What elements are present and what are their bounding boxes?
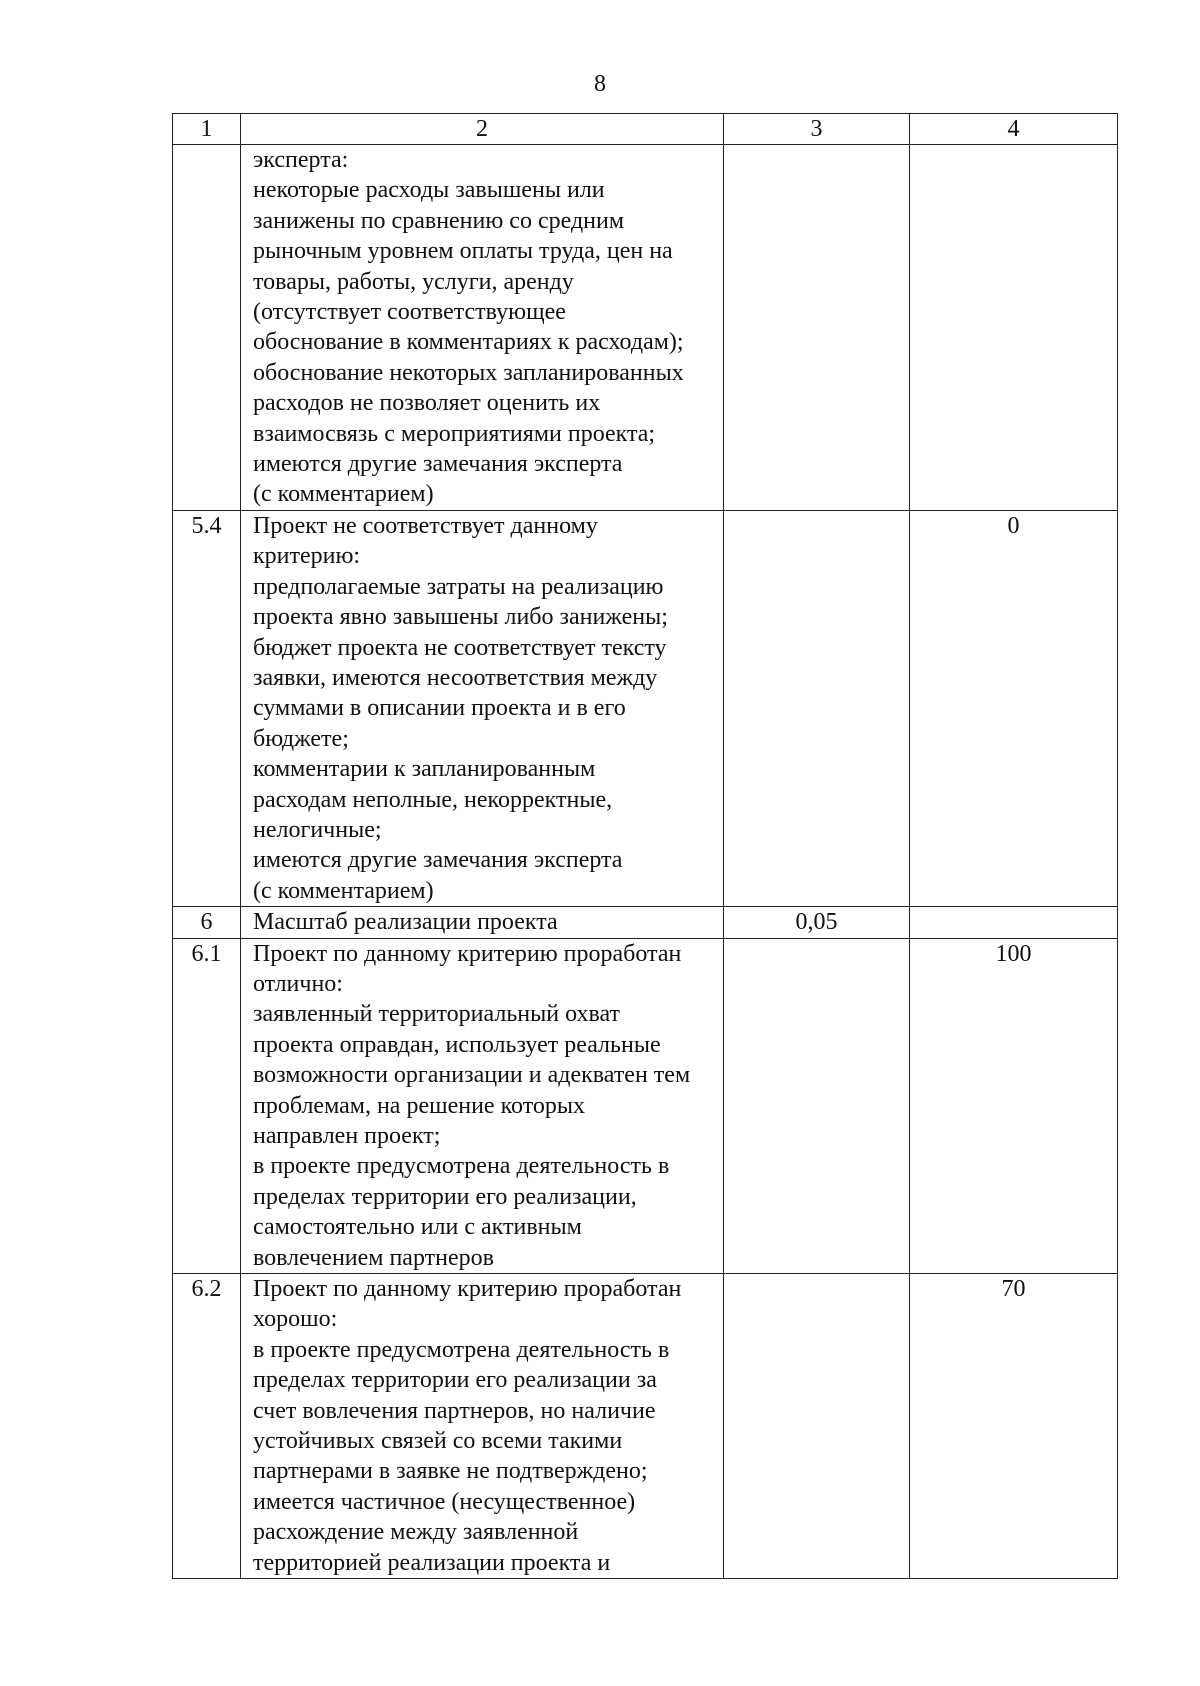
criterion-score (910, 907, 1118, 938)
criterion-weight: 0,05 (724, 907, 910, 938)
criterion-number: 6.1 (173, 938, 241, 1273)
description-line: товары, работы, услуги, аренду (253, 268, 574, 295)
criterion-description (241, 510, 724, 906)
criterion-weight (724, 1274, 910, 1579)
criterion-description (241, 907, 724, 938)
description-line: эксперта: (253, 147, 349, 173)
description-line: заявленный территориальный охват (253, 1001, 621, 1028)
table-row (173, 510, 1118, 906)
description-line: нелогичные; (253, 816, 382, 843)
description-line: проекта явно завышены либо занижены; (253, 604, 668, 631)
description-line: (отсутствует соответствующее (253, 299, 566, 326)
description-line: пределах территории его реализации за (253, 1367, 657, 1394)
description-line: счет вовлечения партнеров, но наличие (253, 1397, 656, 1424)
description-line: в проекте предусмотрена деятельность в (253, 1153, 670, 1180)
page-number: 8 (594, 71, 606, 97)
description-line: расходам неполные, некорректные, (253, 786, 613, 813)
description-line: хорошо: (253, 1306, 338, 1333)
criterion-number: 6.2 (173, 1274, 241, 1579)
description-line: комментарии к запланированным (253, 756, 596, 783)
table-row (173, 907, 1118, 938)
criterion-weight (724, 510, 910, 906)
description-line: Проект по данному критерию проработан (253, 1276, 682, 1303)
criteria-table (172, 113, 1118, 1579)
description-line: бюджете; (253, 725, 349, 752)
criterion-number: 6 (173, 907, 241, 938)
description-line: возможности организации и адекватен тем (253, 1062, 691, 1089)
description-line: некоторые расходы завышены или (253, 177, 605, 204)
header-col-description: 2 (241, 114, 724, 145)
description-line: критерию: (253, 543, 361, 570)
description-line: расхождение между заявленной (253, 1519, 579, 1546)
criterion-description (241, 145, 724, 511)
description-line: суммами в описании проекта и в его (253, 695, 626, 722)
description-line: партнерами в заявке не подтверждено; (253, 1458, 648, 1485)
description-line: отлично: (253, 970, 343, 997)
description-line: взаимосвязь с мероприятиями проекта; (253, 420, 656, 447)
criterion-description (241, 1274, 724, 1579)
criterion-score: 0 (910, 510, 1118, 906)
description-line: самостоятельно или с активным (253, 1214, 582, 1241)
table-row (173, 1274, 1118, 1579)
description-line: в проекте предусмотрена деятельность в (253, 1336, 670, 1363)
table-row (173, 938, 1118, 1273)
description-line: (с комментарием) (253, 877, 434, 904)
criterion-score: 70 (910, 1274, 1118, 1579)
description-line: предполагаемые затраты на реализацию (253, 573, 664, 600)
table-row (173, 145, 1118, 511)
header-col-number: 1 (173, 114, 241, 145)
criterion-number: 5.4 (173, 510, 241, 906)
criterion-description (241, 938, 724, 1273)
criterion-score: 100 (910, 938, 1118, 1273)
description-line: заявки, имеются несоответствия между (253, 664, 658, 691)
criterion-weight (724, 145, 910, 511)
criterion-score (910, 145, 1118, 511)
description-line: (с комментарием) (253, 481, 434, 508)
description-line: обоснование в комментариях к расходам); (253, 329, 684, 356)
header-col-score: 4 (910, 114, 1118, 145)
description-line: имеются другие замечания эксперта (253, 847, 623, 874)
description-line: рыночным уровнем оплаты труда, цен на (253, 238, 673, 265)
description-line: бюджет проекта не соответствует тексту (253, 634, 667, 661)
description-line: расходов не позволяет оценить их (253, 390, 601, 417)
description-line: устойчивых связей со всеми такими (253, 1428, 623, 1455)
description-line: имеется частичное (несущественное) (253, 1488, 636, 1515)
header-col-weight: 3 (724, 114, 910, 145)
description-line: Проект не соответствует данному (253, 512, 598, 539)
table-header-row (173, 114, 1118, 145)
criterion-number (173, 145, 241, 511)
description-line: Масштаб реализации проекта (253, 909, 558, 936)
description-line: имеются другие замечания эксперта (253, 451, 623, 478)
description-line: Проект по данному критерию проработан (253, 940, 682, 967)
description-line: проекта оправдан, использует реальные (253, 1031, 661, 1058)
description-line: направлен проект; (253, 1123, 441, 1149)
description-line: вовлечением партнеров (253, 1244, 494, 1271)
criterion-weight (724, 938, 910, 1273)
description-line: пределах территории его реализации, (253, 1183, 637, 1210)
description-line: обоснование некоторых запланированных (253, 359, 684, 386)
description-line: занижены по сравнению со средним (253, 207, 625, 234)
description-line: проблемам, на решение которых (253, 1092, 585, 1119)
description-line: территорией реализации проекта и (253, 1549, 611, 1576)
